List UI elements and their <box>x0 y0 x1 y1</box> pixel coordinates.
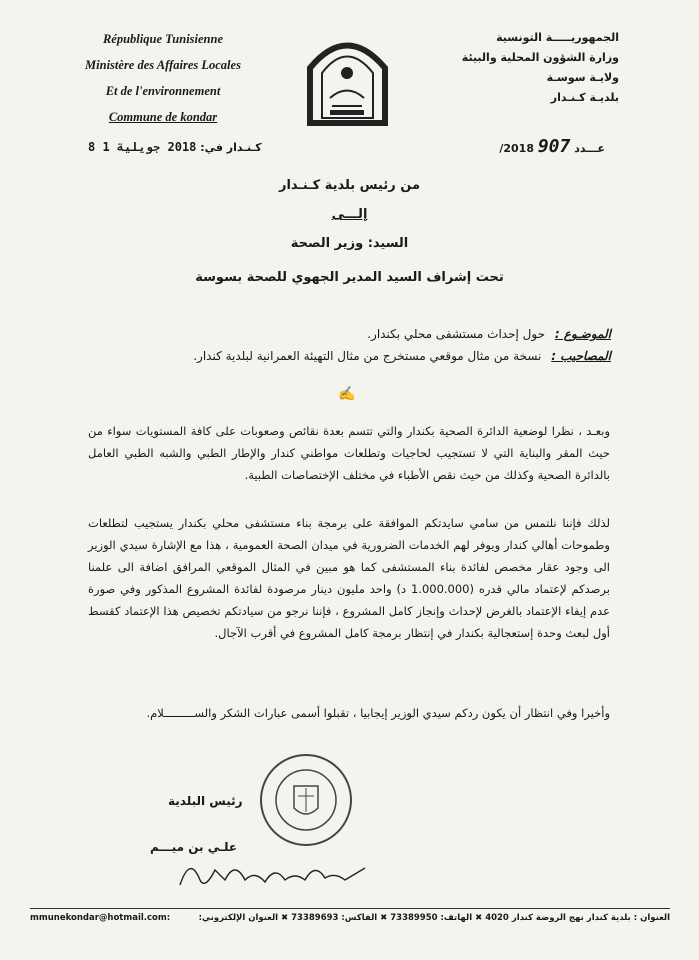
french-header <box>78 26 248 130</box>
arabic-header <box>449 28 619 108</box>
date-value: 2018 جويلية 1 8 <box>88 140 197 154</box>
letter-from: من رئيس بلدية كـنـدار <box>278 178 421 193</box>
date-label: كـنـدار في: <box>200 141 262 154</box>
pen-separator-icon: ✍ <box>338 386 356 402</box>
subject-label: الموضـوع : <box>554 327 611 341</box>
signatory-name: علـي بن ميـــم <box>150 840 238 854</box>
reference-label: عـــدد <box>574 142 605 155</box>
handwritten-signature <box>175 850 375 895</box>
body-paragraph-3: وأخيرا وفي انتظار أن يكون ردكم سيدي الوزير إيجابيا ، تقبلوا أسمى عبارات الشكر والســـــــــلام. <box>146 706 610 720</box>
body-paragraph-1: وبعـد ، نظرا لوضعية الدائرة الصحية بكندار والتي تتسم بعدة نقائص وصعوبات على كافة المستويات سواء من حيث المقر والبناية التي لا تستجيب لحاجيات وتطلعات مواطني كندار والإطار الطبي والشبه الطبي العامل بالدائرة الصحية وكذلك من حيث نقص الأطباء في مختلف الإختصاصات الطبية. <box>88 424 610 482</box>
header-ar-country: الجمهوريـــــة التونسية <box>496 31 619 44</box>
attachment-label: المصاحيب : <box>551 349 611 363</box>
header-commune: Commune de kondar <box>108 110 218 124</box>
header-ministry: Ministère des Affaires Locales <box>85 58 241 72</box>
footer-divider <box>30 908 670 909</box>
attachment-text: نسخة من مثال موقعي مستخرج من مثال التهيئة العمرانية لبلدية كندار. <box>193 349 542 363</box>
reference-year: 2018/ <box>499 142 534 155</box>
letter-via: تحت إشراف السيد المدير الجهوي للصحة بسوسة <box>195 270 504 285</box>
letter-addressee: السيد: وزير الصحة <box>290 236 409 251</box>
letter-to: إلـــى <box>331 207 368 222</box>
header-ar-ministry: وزارة الشؤون المحلية والبيئة <box>461 51 619 64</box>
subject-text: حول إحداث مستشفى محلي بكندار. <box>367 327 545 341</box>
reference-number: 907 <box>537 136 571 157</box>
letter-date <box>88 140 268 154</box>
header-ar-commune: بلديـة كـنـدار <box>550 91 619 104</box>
letter-reference <box>455 136 605 157</box>
header-ar-governorate: ولايـة سوسـة <box>546 71 619 84</box>
header-ministry-env: Et de l'environnement <box>105 84 221 98</box>
footer-contacts: العنوان : بلدية كندار نهج الروضة كندار 4020 ✖ الهاتف: 73389950 ✖ الفاكس: 73389693 ✖ العنوان الإلكتروني: <box>198 913 670 923</box>
footer-email: mmunekondar@hotmail.com: <box>30 913 171 923</box>
subject-line <box>111 324 611 344</box>
body-paragraph-2: لذلك فإننا نلتمس من سامي سايدتكم الموافقة على برمجة بناء مستشفى محلي بكندار يستجيب لتطلعات وطموحات أهالي كندار ويوفر لهم الخدمات الضرورية في ميدان الصحة العمومية ، هذا مع الإشارة سيدي الوزير الى وجود عقار مخصص لفائدة بناء المستشفى كما هو مبين في المثال الموقعي المرافق اضافة الى علمنا برصدكم لإعتماد مالي قدره (1.000.000 د) واحد مليون دينار مرصودة لفائدة المشروع المذكور وفي صورة عدم إيفاء الإعتماد بالغرض لإحداث وإنجاز كامل المشروع ، فإننا نرجو من سيادتكم تخصيص هذا الإعتماد كقسط أول لبعث وحدة إستعجالية بكندار في إنتظار برمجة كامل المشروع في أقرب الآجال. <box>88 516 610 640</box>
letter-footer <box>30 913 670 923</box>
signatory-title: رئيس البلدية <box>168 794 243 808</box>
municipal-emblem-icon <box>300 28 395 128</box>
official-seal-icon <box>258 752 354 848</box>
header-country: République Tunisienne <box>102 32 224 46</box>
attachment-line <box>111 346 611 366</box>
